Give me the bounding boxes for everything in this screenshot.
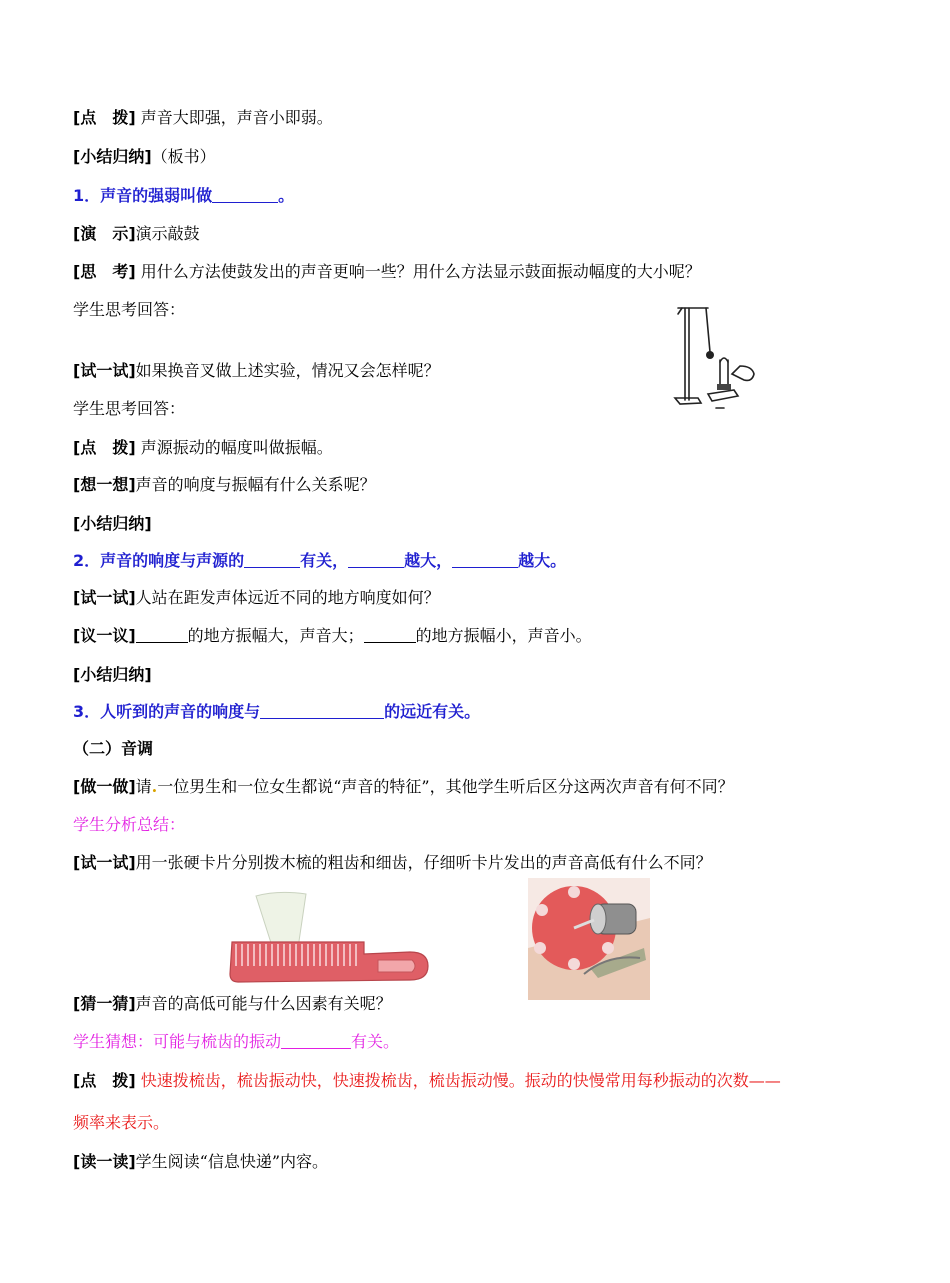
text: （板书）: [151, 147, 216, 166]
tag: [做一做]: [73, 777, 136, 796]
line-answer-2: [73, 399, 185, 419]
line-think: [73, 262, 701, 282]
blank: [260, 702, 384, 719]
line-try-2: [73, 588, 440, 608]
line-summary-3: [73, 665, 152, 685]
text: 声音的响度与振幅有什么关系呢？: [135, 475, 376, 494]
text: 人站在距发声体远近不同的地方响度如何？: [135, 588, 440, 607]
tag: [小结归纳]: [73, 514, 152, 533]
comb-card-figure: [228, 890, 438, 990]
line-tip-3-cont: [73, 1113, 169, 1133]
text: 用什么方法使鼓发出的声音更响一些？用什么方法显示鼓面振动幅度的大小呢？: [140, 262, 701, 281]
tag: [试一试]: [73, 588, 136, 607]
text-a: 3．人听到的声音的响度与: [73, 702, 261, 721]
tag: [小结归纳]: [73, 147, 152, 166]
text-b: 有关，: [300, 551, 349, 570]
text: 学生阅读“信息快递”内容。: [135, 1152, 329, 1171]
text: 如果换音叉做上述实验，情况又会怎样呢？: [135, 361, 440, 380]
text-b: 。: [278, 186, 295, 205]
text: 声音的高低可能与什么因素有关呢？: [135, 994, 392, 1013]
tag: [试一试]: [73, 853, 136, 872]
blank: [348, 551, 404, 568]
line-wonder-1: [73, 475, 376, 495]
text-a: 1．声音的强弱叫做: [73, 186, 213, 205]
line-do: [73, 777, 734, 797]
line-summary-1: [73, 147, 216, 167]
blank: [244, 551, 300, 568]
text: 学生思考回答：: [73, 399, 186, 418]
blank: [212, 186, 278, 203]
line-tip-3: [73, 1071, 781, 1091]
text-c: 越大，: [404, 551, 453, 570]
line-point-1: [73, 186, 294, 206]
tag: [点 拨]: [73, 108, 136, 127]
text-b: 一位男生和一位女生都说“声音的特征”，其他学生听后区分这两次声音有何不同？: [157, 777, 734, 796]
text-b: 的远近有关。: [384, 702, 481, 721]
text-a: 学生猜想：可能与梳齿的振动: [73, 1032, 282, 1051]
text: 频率来表示。: [73, 1113, 170, 1132]
line-tip-2: [73, 438, 333, 458]
tuning-fork-apparatus-figure: [668, 300, 768, 415]
line-try-3: [73, 853, 712, 873]
tag: [小结归纳]: [73, 665, 152, 684]
text: 声源振动的幅度叫做振幅。: [140, 438, 333, 457]
line-point-2: [73, 551, 566, 571]
tag: [议一议]: [73, 626, 136, 645]
section-heading-pitch: [73, 739, 153, 759]
line-demo: [73, 224, 200, 244]
tag: [猜一猜]: [73, 994, 136, 1013]
line-try-1: [73, 361, 440, 381]
text: 用一张硬卡片分别拨木梳的粗齿和细齿，仔细听卡片发出的声音高低有什么不同？: [135, 853, 712, 872]
text: 演示敲鼓: [135, 224, 200, 243]
text-a: 的地方振幅大，声音大；: [187, 626, 364, 645]
line-summary-2: [73, 514, 152, 534]
text-b: 的地方振幅小，声音小。: [415, 626, 592, 645]
blank: [281, 1032, 351, 1049]
text: 学生思考回答：: [73, 300, 186, 319]
line-analysis: [73, 815, 185, 835]
text-b: 有关。: [351, 1032, 400, 1051]
line-read: [73, 1152, 328, 1172]
line-point-3: [73, 702, 480, 722]
tag: [读一读]: [73, 1152, 136, 1171]
line-tip-1: [73, 108, 333, 128]
tag: [点 拨]: [73, 438, 136, 457]
blank: [136, 626, 188, 643]
text-a: 请: [135, 777, 152, 796]
tag: [思 考]: [73, 262, 136, 281]
tag: [试一试]: [73, 361, 136, 380]
text: （二）音调: [73, 739, 154, 758]
tag: [想一想]: [73, 475, 136, 494]
rotating-disc-figure: [528, 878, 650, 1000]
line-guess: [73, 994, 392, 1014]
tag: [演 示]: [73, 224, 136, 243]
blank: [452, 551, 518, 568]
text-a: 2．声音的响度与声源的: [73, 551, 245, 570]
line-discuss: [73, 626, 592, 646]
blank: [364, 626, 416, 643]
text: 声音大即强，声音小即弱。: [140, 108, 333, 127]
mark: .: [151, 777, 158, 796]
line-answer-1: [73, 300, 185, 320]
line-guess-answer: [73, 1032, 399, 1052]
text-d: 越大。: [518, 551, 567, 570]
tag: [点 拨]: [73, 1071, 136, 1090]
text: 快速拨梳齿，梳齿振动快，快速拨梳齿，梳齿振动慢。振动的快慢常用每秒振动的次数——: [140, 1071, 781, 1090]
text: 学生分析总结：: [73, 815, 186, 834]
